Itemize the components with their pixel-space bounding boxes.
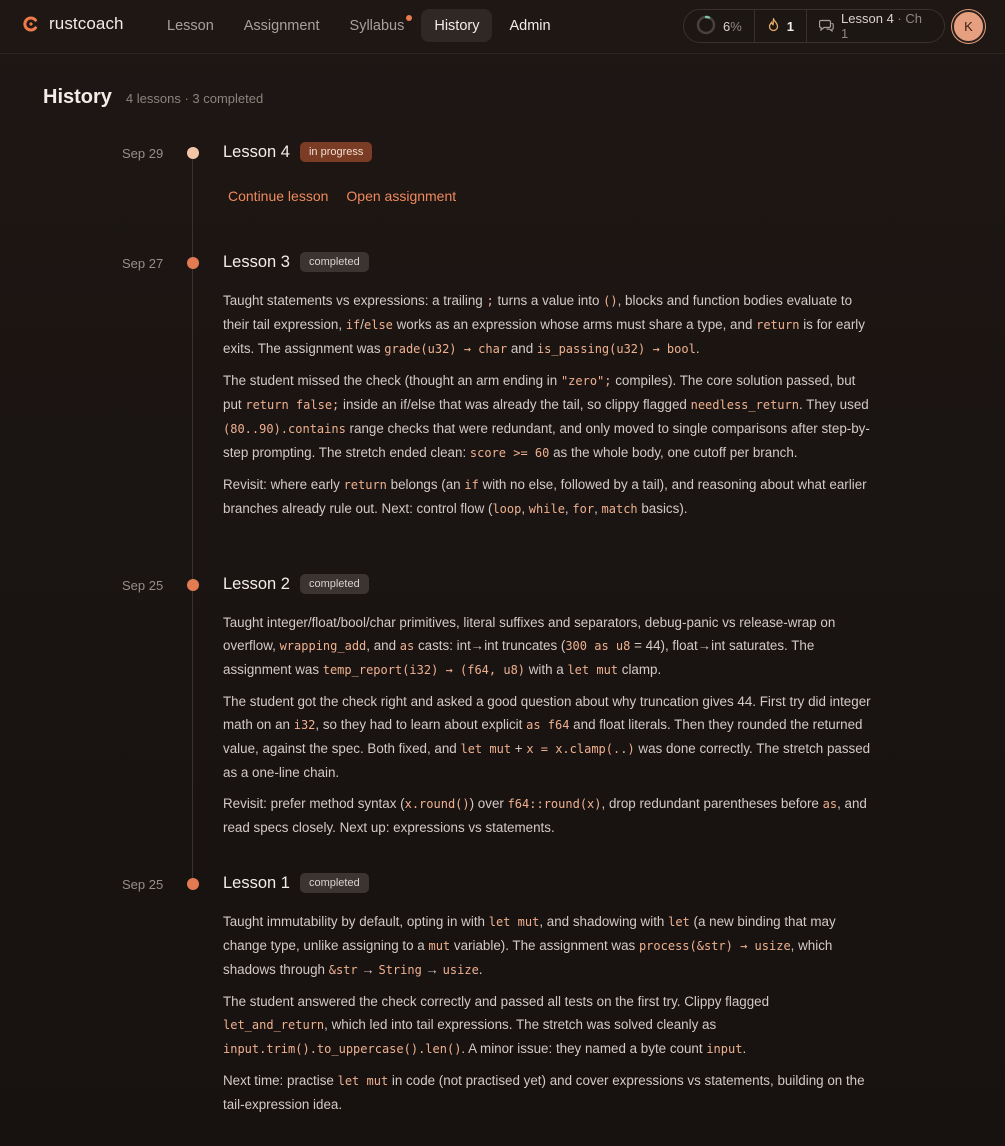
entry-header [223,142,372,162]
summary-text: variable). The assignment was [450,938,639,953]
summary-text: , so they had to learn about explicit [315,717,527,732]
summary-text: , [521,501,529,516]
inline-code: String [378,963,422,977]
entry-date: Sep 27 [122,256,164,271]
progress-indicator[interactable] [684,10,754,42]
nav-history-label: History [434,17,480,34]
timeline-dot [187,147,199,159]
nav-history[interactable] [421,9,492,42]
summary-text: works as an expression whose arms must share a type, and [392,317,757,332]
inline-code: as [822,797,838,811]
inline-code: x = x.clamp(..) [526,742,635,756]
inline-code: ; [486,294,494,308]
entry-summary [223,910,873,1124]
progress-unit: % [730,18,742,34]
inline-code: i32 [293,718,316,732]
inline-code: as [399,639,415,653]
inline-code: mut [428,939,451,953]
summary-text: / [360,317,364,332]
summary-text: + [511,741,527,756]
summary-text: → [357,962,379,977]
entry-header [223,574,369,594]
inline-code: f64::round(x) [507,797,602,811]
summary-text: was done correctly. The stretch passed as a one-line chain. [223,741,871,780]
progress-ring-icon [696,15,716,38]
inline-code: match [601,502,638,516]
brand[interactable] [22,14,124,34]
entry-actions [228,188,456,204]
inline-code: () [603,294,618,308]
summary-paragraph [223,792,873,839]
summary-text: clamp. [618,662,662,677]
summary-text: The student got the check right and asked a good question about why truncation gives 44. First try did integer math on an [223,694,871,732]
summary-text: belongs (an [386,477,465,492]
summary-text: Revisit: where early [223,477,344,492]
inline-code: process(&str) → usize [638,939,791,953]
summary-text: Revisit: prefer method syntax ( [223,796,405,811]
timeline-dot [187,878,199,890]
inline-code: input.trim().to_uppercase().len() [223,1042,462,1056]
app-name: rustcoach [49,14,124,33]
summary-text: inside an if/else that was already the tail, so clippy flagged [339,397,691,412]
inline-code: wrapping_add [279,639,367,653]
summary-text: with a [525,662,568,677]
entry-date: Sep 25 [122,578,164,593]
summary-paragraph [223,910,873,982]
main-nav [154,9,564,42]
summary-text: with no else, followed by a tail), and reasoning about what earlier branches already rule out. Next: control flow ( [223,477,867,516]
entry-summary [223,611,873,847]
summary-paragraph [223,473,873,521]
summary-text: → [421,962,443,977]
entry-title: Lesson 3 [223,252,290,271]
summary-text: The student answered the check correctly and passed all tests on the first try. Clippy flagged [223,994,770,1009]
summary-text: , and [366,638,400,653]
summary-text: . They used [798,397,869,412]
summary-paragraph [223,1069,873,1116]
summary-text: , drop redundant parentheses before [601,796,823,811]
summary-text: , [594,501,602,516]
summary-text: . [742,1041,747,1056]
current-lesson-indicator[interactable] [806,10,944,42]
inline-code: return false; [245,398,340,412]
summary-text: . [478,962,483,977]
summary-paragraph [223,690,873,784]
rustcoach-logo-icon [22,15,40,33]
inline-code: let [668,915,690,929]
chat-icon [819,18,834,35]
summary-text: , which shadows through [223,938,833,977]
continue-lesson-link[interactable]: Continue lesson [228,188,329,204]
entry-title: Lesson 4 [223,142,290,161]
summary-text: . [695,341,700,356]
inline-code: else [364,318,393,332]
nav-assignment[interactable] [231,9,333,42]
entry-date: Sep 29 [122,146,164,161]
entry-date: Sep 25 [122,877,164,892]
summary-text: Next time: practise [223,1073,338,1088]
inline-code: return [343,478,387,492]
nav-admin[interactable] [496,9,563,42]
summary-text: The student missed the check (thought an arm ending in [223,373,561,388]
entry-summary [223,289,873,529]
inline-code: &str [328,963,358,977]
inline-code: needless_return [690,398,799,412]
timeline-dot [187,579,199,591]
entry-header [223,252,369,272]
inline-code: let mut [337,1074,389,1088]
inline-code: grade(u32) → char [384,342,508,356]
status-pill [683,9,945,43]
summary-text: , and shadowing with [539,914,669,929]
summary-text: Taught immutability by default, opting in with [223,914,489,929]
summary-text: , and read specs closely. Next up: expressions vs statements. [223,796,867,835]
current-chapter-label: · Ch 1 [841,11,922,41]
streak-indicator[interactable] [754,10,806,42]
inline-code: x.round() [404,797,470,811]
inline-code: let_and_return [223,1018,325,1032]
page-subtitle: 4 lessons · 3 completed [125,91,264,106]
status-badge: completed [300,873,369,893]
inline-code: "zero"; [560,374,612,388]
nav-lesson[interactable] [154,9,227,42]
summary-paragraph [223,611,873,682]
inline-code: score >= 60 [469,446,550,460]
streak-count: 1 [786,18,795,34]
summary-text: as the whole body, one cutoff per branch. [549,445,798,460]
summary-text: and [507,341,537,356]
inline-code: let mut [460,742,512,756]
inline-code: for [572,502,595,516]
entry-title: Lesson 2 [223,574,290,593]
inline-code: loop [492,502,522,516]
nav-syllabus-label: Syllabus [349,17,405,34]
inline-code: 300 as u8 [565,639,631,653]
summary-text: ) over [469,796,508,811]
inline-code: let mut [488,915,540,929]
summary-text: . A minor issue: they named a byte count [461,1041,707,1056]
nav-assignment-label: Assignment [243,17,320,34]
page-header [43,86,263,109]
status-badge: in progress [300,142,372,162]
summary-text: casts: int→int truncates ( [414,638,566,653]
summary-text: turns a value into [493,293,604,308]
entry-header [223,873,369,893]
nav-admin-label: Admin [509,17,551,34]
timeline-dot [187,257,199,269]
page-title: History [43,86,112,108]
user-avatar[interactable] [952,10,985,43]
summary-text: and float literals. Then they rounded the returned value, against the spec. Both fixed, and [223,717,863,756]
status-badge: completed [300,252,369,272]
inline-code: if [345,318,361,332]
summary-paragraph [223,369,873,465]
summary-text: Taught statements vs expressions: a trailing [223,293,487,308]
inline-code: let mut [567,663,619,677]
summary-text: , [564,501,573,516]
progress-value: 6 [723,18,731,34]
summary-text: basics). [637,501,688,516]
summary-text: Taught integer/float/bool/char primitives, literal suffixes and separators, debug-panic vs release-wrap on overflow, [223,615,836,653]
nav-syllabus[interactable] [337,9,418,42]
summary-text: range checks that were redundant, and only moved to single comparisons after step-by-step prompting. The stretch ended clean: [223,421,870,460]
summary-text: is for early exits. The assignment was [223,317,865,356]
status-badge: completed [300,574,369,594]
notification-dot [406,15,412,21]
summary-text: (a new binding that may change type, unlike assigning to a [223,914,836,953]
inline-code: input [706,1042,743,1056]
summary-text: , blocks and function bodies evaluate to their tail expression, [223,293,853,332]
inline-code: as f64 [526,718,570,732]
summary-text: = 44), float→int saturates. The assignment was [223,638,815,677]
top-bar [0,0,1005,54]
summary-paragraph [223,289,873,361]
inline-code: (80..90).contains [223,422,346,436]
entry-title: Lesson 1 [223,873,290,892]
open-assignment-link[interactable]: Open assignment [346,188,457,204]
summary-paragraph [223,990,873,1061]
inline-code: while [528,502,565,516]
inline-code: usize [442,963,479,977]
inline-code: if [464,478,479,492]
avatar-initial: K [964,19,973,34]
flame-icon [767,18,780,35]
summary-text: in code (not practised yet) and cover expressions vs statements, building on the tail-expression idea. [223,1073,865,1112]
inline-code: is_passing(u32) → bool [536,342,696,356]
summary-text: , which led into tail expressions. The stretch was solved cleanly as [324,1017,717,1032]
nav-lesson-label: Lesson [167,17,214,34]
inline-code: temp_report(i32) → (f64, u8) [322,663,526,677]
inline-code: return [756,318,800,332]
summary-text: compiles). The core solution passed, but put [223,373,856,412]
current-lesson-label: Lesson 4 [841,11,894,26]
